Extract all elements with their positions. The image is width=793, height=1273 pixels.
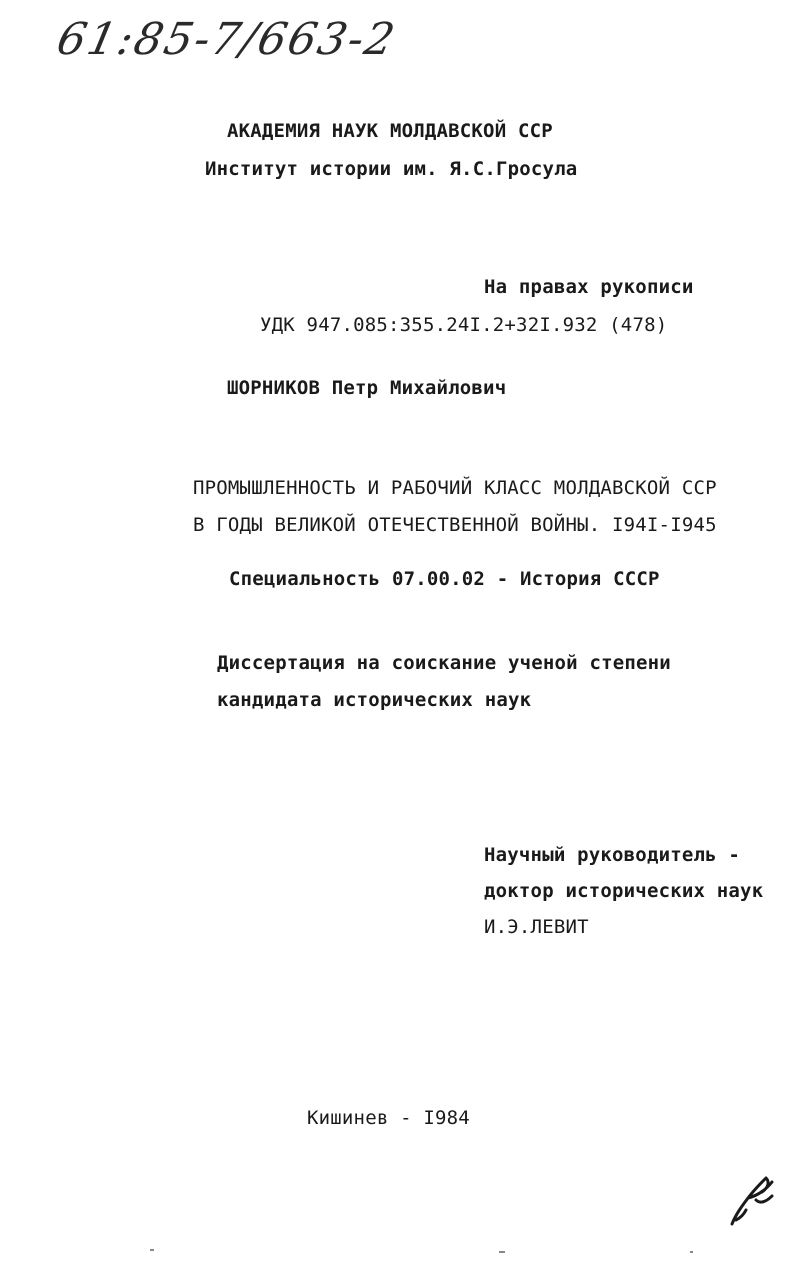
supervisor-role: Научный руководитель - <box>484 844 741 866</box>
scan-speck <box>150 1249 154 1251</box>
scan-speck <box>499 1251 505 1253</box>
institute-name: Институт истории им. Я.С.Гросула <box>205 158 578 180</box>
supervisor-name: И.Э.ЛЕВИТ <box>484 916 589 938</box>
dissertation-line-1: Диссертация на соискание ученой степени <box>217 652 671 674</box>
title-line-2: В ГОДЫ ВЕЛИКОЙ ОТЕЧЕСТВЕННОЙ ВОЙНЫ. I94I-I945 <box>193 514 717 536</box>
specialty: Специальность 07.00.02 - История СССР <box>229 568 660 590</box>
academy-name: АКАДЕМИЯ НАУК МОЛДАВСКОЙ ССР <box>227 120 553 142</box>
supervisor-degree: доктор исторических наук <box>484 880 764 902</box>
place-and-year: Кишинев - I984 <box>307 1107 470 1129</box>
dissertation-line-2: кандидата исторических наук <box>217 689 532 711</box>
scan-speck <box>690 1251 693 1253</box>
title-line-1: ПРОМЫШЛЕННОСТЬ И РАБОЧИЙ КЛАСС МОЛДАВСКОЙ ССР <box>193 477 717 499</box>
manuscript-rights: На правах рукописи <box>484 276 694 298</box>
signature-icon <box>726 1170 778 1230</box>
author-name: ШОРНИКОВ Петр Михайлович <box>227 377 507 399</box>
handwritten-catalog-code: 61:85-7/663-2 <box>52 14 401 65</box>
udc-code: УДК 947.085:355.24I.2+32I.932 (478) <box>260 314 668 336</box>
